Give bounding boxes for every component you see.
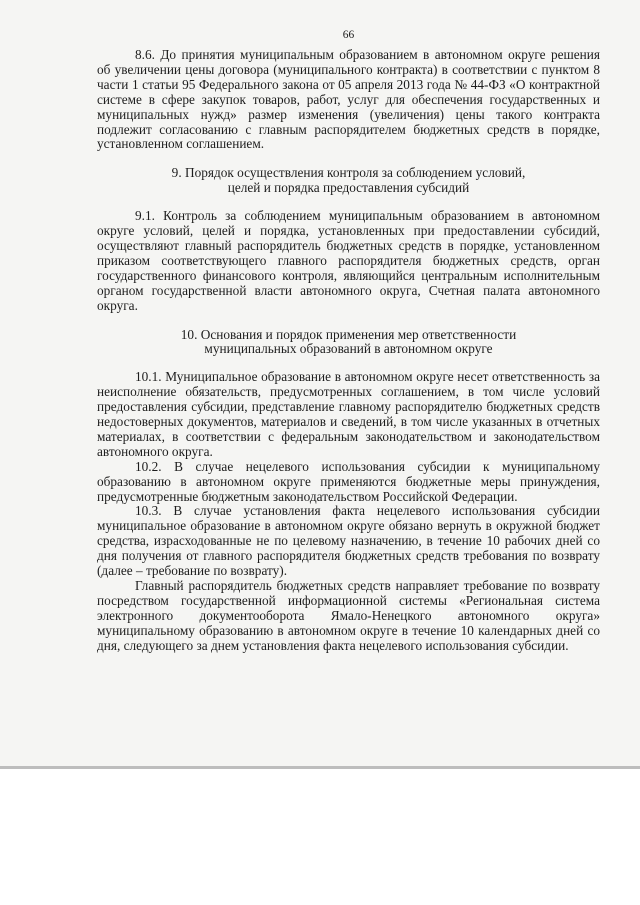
paragraph-10-1: 10.1. Муниципальное образование в автономном округе несет ответственность за неисполнение обязательств, предусмотренных соглашением, в том числе условий предоставления субсидии, представление главному распорядителю бюджетных средств недостоверных документов, материалов и сведений, в том числе указанных в отчетных материалах, в соответствии с федеральным законодательством и законодательством автономного округа.: [97, 369, 600, 459]
paragraph-return-request: Главный распорядитель бюджетных средств направляет требование по возврату посредством государственной информационной системы «Региональная система электронного документооборота Ямало-Ненецкого автономного округа» муниципальному образованию в автономном округе в течение 10 календарных дней со дня, следующего за днем установления факта нецелевого использования субсидии.: [97, 578, 600, 653]
section-10-title-line1: 10. Основания и порядок применения мер ответственности: [180, 326, 517, 342]
document-body: [97, 28, 600, 654]
paragraph-9-1: 9.1. Контроль за соблюдением муниципальным образованием в автономном округе условий, целей и порядка, установленных при предоставлении субсидий, осуществляют главный распорядитель бюджетных средств в порядке, установленном приказом соответствующего главного распорядителя бюджетных средств, орган государственного финансового контроля, являющийся центральным исполнительным органом государственной власти автономного округа, Счетная палата автономного округа.: [97, 208, 600, 313]
section-10-title-line2: муниципальных образований в автономном округе: [204, 341, 493, 357]
section-9-title-line1: 9. Порядок осуществления контроля за соблюдением условий,: [171, 165, 526, 181]
page-number: 66: [342, 29, 355, 41]
page-bottom-edge: [0, 766, 640, 769]
paragraph-10-2: 10.2. В случае нецелевого использования субсидии к муниципальному образованию в автономном округе применяются бюджетные меры принуждения, предусмотренные бюджетным законодательством Российской Федерации.: [97, 458, 600, 504]
paragraph-10-3: 10.3. В случае установления факта нецелевого использования субсидии муниципальное образование в автономном округе обязано вернуть в окружной бюджет средства, израсходованные не по целевому назначению, в течение 10 рабочих дней со дня получения от главного распорядителя бюджетных средств требования по возврату (далее – требование по возврату).: [97, 503, 600, 579]
section-9-title-line2: целей и порядка предоставления субсидий: [227, 180, 470, 196]
paragraph-8-6: 8.6. До принятия муниципальным образованием в автономном округе решения об увеличении цены договора (муниципального контракта) в соответствии с пунктом 8 части 1 статьи 95 Федерального закона от 05 апреля 2013 года № 44-ФЗ «О контрактной системе в сфере закупок товаров, работ, услуг для обеспечения государственных и муниципальных нужд» размер изменения (увеличения) цены такого контракта подлежит согласованию с главным распорядителем бюджетных средств в порядке, установленном соглашением.: [97, 47, 600, 152]
